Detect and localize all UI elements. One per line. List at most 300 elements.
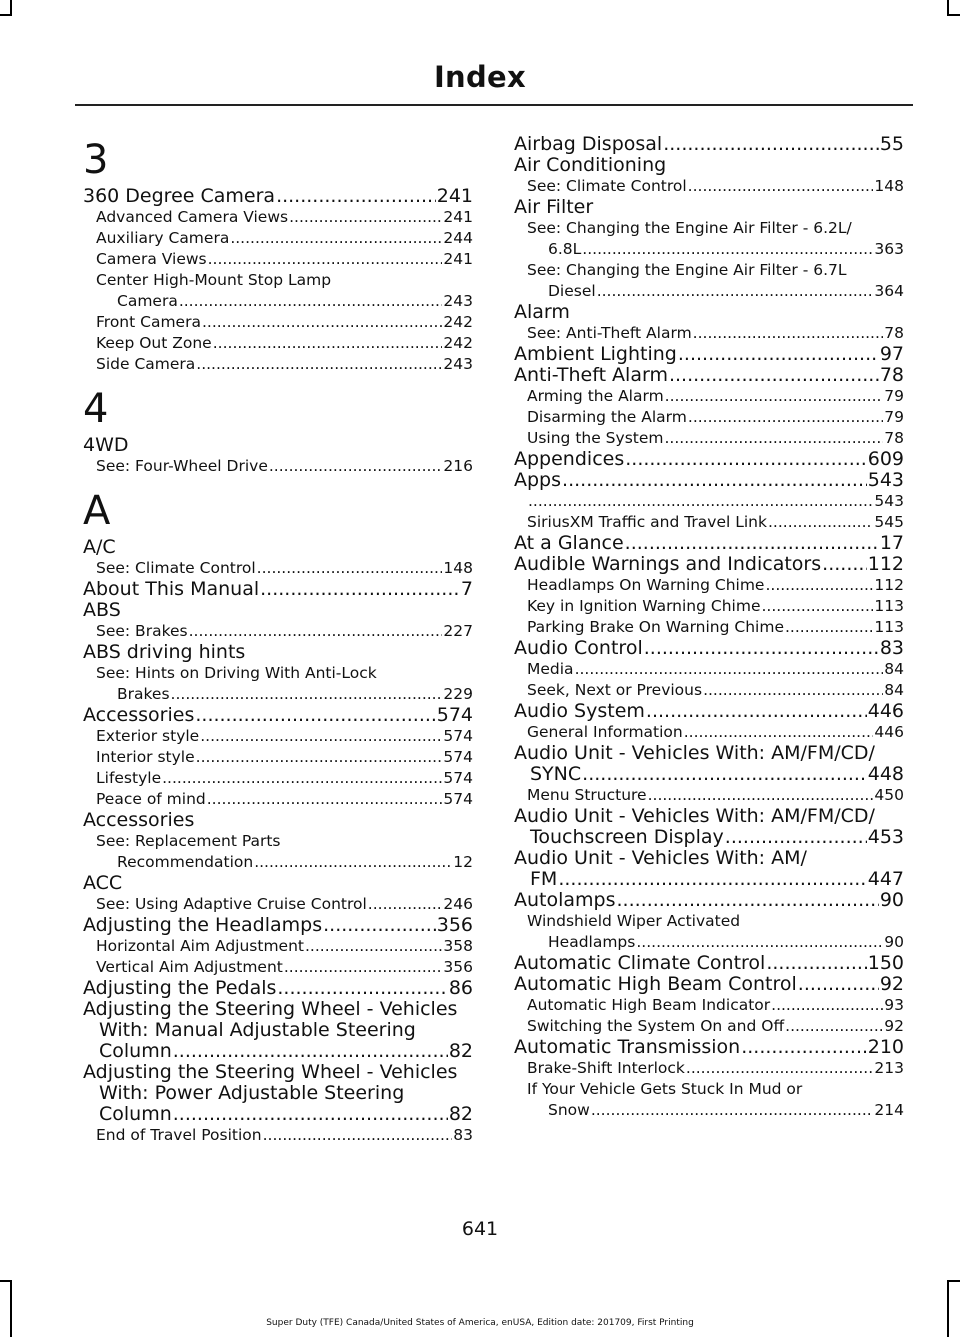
index-entry [514, 953, 904, 974]
entry-page: 84 [884, 660, 904, 678]
dot-leader [591, 1100, 874, 1121]
index-entry [514, 659, 904, 680]
index-entry [83, 249, 473, 270]
index-entry-wrapped [514, 806, 904, 848]
entry-page: 78 [879, 364, 904, 386]
entry-text-line: Adjusting the Steering Wheel - Vehicles [83, 1061, 458, 1083]
index-entry [83, 978, 473, 999]
entry-page: 92 [884, 1017, 904, 1035]
entry-text: Audio Control [514, 637, 643, 659]
entry-text: See: Four-Wheel Drive [96, 457, 268, 475]
index-entry-wrapped [83, 1062, 473, 1125]
entry-page: 609 [867, 448, 904, 470]
section-letter: 3 [83, 137, 109, 183]
dot-leader [665, 386, 884, 407]
entry-text-line: If Your Vehicle Gets Stuck In Mud or [527, 1080, 803, 1098]
entry-page: 364 [874, 282, 904, 300]
entry-text: Automatic High Beam Indicator [527, 996, 771, 1014]
index-entry [514, 827, 904, 848]
entry-text: General Information [527, 723, 683, 741]
entry-text: Adjusting the Headlamps [83, 914, 323, 936]
index-entry [83, 768, 473, 789]
dot-leader [688, 176, 874, 197]
index-entry [514, 869, 904, 890]
index-entry-wrapped [514, 743, 904, 785]
entry-text: Key in Ignition Warning Chime [527, 597, 761, 615]
dot-leader [562, 470, 867, 491]
index-entry [83, 684, 473, 705]
index-entry [514, 449, 904, 470]
entry-text-line: See: Hints on Driving With Anti-Lock [96, 664, 377, 682]
entry-text: Automatic Climate Control [514, 952, 766, 974]
entry-page: 214 [874, 1101, 904, 1119]
entry-text: Airbag Disposal [514, 133, 663, 155]
dot-leader [196, 747, 443, 768]
dot-leader [284, 957, 443, 978]
index-entry [83, 186, 473, 207]
index-entry [514, 1058, 904, 1079]
entry-text: Keep Out Zone [96, 334, 212, 352]
entry-text: Menu Structure [527, 786, 647, 804]
index-entry [83, 333, 473, 354]
entry-text: Column [99, 1040, 172, 1062]
entry-text: Apps [514, 469, 562, 491]
index-entry [514, 323, 904, 344]
entry-page: 446 [874, 723, 904, 741]
dot-leader [269, 456, 443, 477]
index-subentry-wrapped [83, 831, 473, 873]
entry-page: 83 [453, 1126, 473, 1144]
entry-page: 78 [884, 429, 904, 447]
index-entry [514, 1037, 904, 1058]
dot-leader [785, 1016, 883, 1037]
entry-page: 86 [448, 977, 473, 999]
entry-page: 448 [867, 763, 904, 785]
entry-page: 229 [443, 685, 473, 703]
entry-page: 241 [436, 185, 473, 207]
crop-mark [0, 1280, 12, 1282]
dot-leader [196, 354, 442, 375]
index-column-right [514, 134, 904, 1121]
index-entry [83, 1041, 473, 1062]
dot-leader [703, 680, 883, 701]
entry-page: 12 [453, 853, 473, 871]
entry-text-line: See: Changing the Engine Air Filter - 6.7L [527, 261, 847, 279]
index-entry [514, 365, 904, 386]
index-entry [514, 785, 904, 806]
entry-page: 242 [443, 313, 473, 331]
entry-page: 244 [443, 229, 473, 247]
index-heading: A/C [83, 536, 116, 558]
dot-leader [257, 558, 443, 579]
entry-page: 447 [867, 868, 904, 890]
index-heading: Air Conditioning [514, 154, 667, 176]
entry-text: Column [99, 1103, 172, 1125]
entry-text: Accessories [83, 704, 195, 726]
index-entry [83, 726, 473, 747]
index-subentry-wrapped [514, 218, 904, 260]
index-entry [514, 554, 904, 575]
dot-leader [664, 428, 883, 449]
entry-page: 148 [874, 177, 904, 195]
entry-text: Brake-Shift Interlock [527, 1059, 685, 1077]
entry-page: 113 [874, 618, 904, 636]
index-entry [514, 764, 904, 785]
entry-page: 246 [443, 895, 473, 913]
index-subentry-wrapped [514, 260, 904, 302]
page-number: 641 [461, 1218, 499, 1240]
entry-text: Appendices [514, 448, 625, 470]
dot-leader [277, 978, 447, 999]
entry-text: Lifestyle [96, 769, 162, 787]
dot-leader [646, 701, 867, 722]
entry-text: See: Anti-Theft Alarm [527, 324, 692, 342]
entry-page: 93 [884, 996, 904, 1014]
index-entry [514, 1016, 904, 1037]
entry-text: Recommendation [117, 853, 254, 871]
index-entry [514, 575, 904, 596]
index-entry [514, 239, 904, 260]
dot-leader [575, 659, 884, 680]
entry-page: 112 [867, 553, 904, 575]
crop-mark [947, 1280, 960, 1282]
entry-text-line: See: Changing the Engine Air Filter - 6.2L/ [527, 219, 852, 237]
index-entry [83, 456, 473, 477]
entry-page: 148 [443, 559, 473, 577]
entry-text: Arming the Alarm [527, 387, 664, 405]
index-subentry-wrapped [514, 911, 904, 953]
entry-page: 241 [443, 208, 473, 226]
entry-page: 79 [884, 387, 904, 405]
entry-text: Switching the System On and Off [527, 1017, 785, 1035]
index-entry [83, 579, 473, 600]
entry-text: Headlamps [548, 933, 636, 951]
entry-page: 363 [874, 240, 904, 258]
entry-text: End of Travel Position [96, 1126, 262, 1144]
dot-leader [189, 621, 443, 642]
entry-page: 242 [443, 334, 473, 352]
entry-page: 90 [879, 889, 904, 911]
entry-text: Side Camera [96, 355, 196, 373]
index-heading: ACC [83, 872, 123, 894]
index-heading: Air Filter [514, 196, 594, 218]
entry-page: 213 [874, 1059, 904, 1077]
dot-leader [669, 365, 879, 386]
entry-text: Automatic High Beam Control [514, 973, 797, 995]
index-entry [514, 596, 904, 617]
index-entry [83, 1104, 473, 1125]
dot-leader [684, 722, 874, 743]
header-divider [75, 104, 913, 106]
dot-leader [207, 789, 443, 810]
entry-page: 543 [874, 492, 904, 510]
entry-text-line: Audio Unit - Vehicles With: AM/FM/CD/ [514, 742, 875, 764]
dot-leader [688, 407, 883, 428]
entry-page: 92 [879, 973, 904, 995]
dot-leader [625, 533, 879, 554]
dot-leader [636, 932, 883, 953]
dot-leader [213, 333, 443, 354]
entry-text: 6.8L [548, 240, 582, 258]
dot-leader [766, 953, 866, 974]
index-entry [514, 617, 904, 638]
index-entry [514, 134, 904, 155]
entry-page: 150 [867, 952, 904, 974]
index-entry [514, 386, 904, 407]
entry-page: 7 [460, 578, 473, 600]
index-entry [83, 936, 473, 957]
dot-leader [230, 228, 442, 249]
dot-leader [254, 852, 452, 873]
dot-leader [686, 1058, 874, 1079]
entry-page: 243 [443, 355, 473, 373]
dot-leader [263, 1125, 453, 1146]
entry-text: Audio System [514, 700, 645, 722]
entry-text: Diesel [548, 282, 596, 300]
index-entry [514, 1100, 904, 1121]
index-entry [514, 533, 904, 554]
index-entry [83, 747, 473, 768]
dot-leader [648, 785, 874, 806]
dot-leader [582, 239, 873, 260]
entry-page: 545 [874, 513, 904, 531]
crop-mark [947, 1280, 949, 1337]
entry-text: Media [527, 660, 574, 678]
index-entry [83, 957, 473, 978]
dot-leader [202, 312, 442, 333]
index-entry [83, 705, 473, 726]
entry-text-line: Audio Unit - Vehicles With: AM/ [514, 847, 807, 869]
dot-leader [179, 291, 443, 312]
entry-text: Vertical Aim Adjustment [96, 958, 283, 976]
entry-page: 79 [884, 408, 904, 426]
entry-page: 112 [874, 576, 904, 594]
index-entry [83, 228, 473, 249]
entry-text: At a Glance [514, 532, 624, 554]
dot-leader [725, 827, 867, 848]
entry-text: Automatic Transmission [514, 1036, 741, 1058]
dot-leader [741, 1037, 867, 1058]
index-entry [83, 1125, 473, 1146]
entry-text-line: See: Replacement Parts [96, 832, 281, 850]
entry-text: 360 Degree Camera [83, 185, 276, 207]
index-subentry-wrapped [514, 1079, 904, 1121]
entry-text: Exterior style [96, 727, 200, 745]
index-heading: 4WD [83, 434, 129, 456]
index-heading: Accessories [83, 809, 195, 831]
entry-page: 574 [443, 790, 473, 808]
entry-page: 574 [443, 727, 473, 745]
entry-text: See: Using Adaptive Cruise Control [96, 895, 367, 913]
section-letter: A [83, 488, 111, 534]
dot-leader [771, 995, 883, 1016]
dot-leader [798, 974, 879, 995]
dot-leader [323, 915, 436, 936]
index-entry [83, 789, 473, 810]
dot-leader [260, 579, 460, 600]
entry-page: 543 [867, 469, 904, 491]
index-column-left [83, 134, 473, 1146]
index-entry [83, 915, 473, 936]
index-entry-wrapped [514, 848, 904, 890]
entry-text: Parking Brake On Warning Chime [527, 618, 784, 636]
entry-page: 216 [443, 457, 473, 475]
index-entry [83, 312, 473, 333]
entry-text: SYNC [530, 763, 582, 785]
index-entry [83, 291, 473, 312]
index-entry [514, 722, 904, 743]
entry-page: 84 [884, 681, 904, 699]
entry-text: Front Camera [96, 313, 201, 331]
dot-leader [761, 596, 873, 617]
dot-leader [663, 134, 879, 155]
index-entry [514, 281, 904, 302]
footer-edition-note: Super Duty (TFE) Canada/United States of America, enUSA, Edition date: 201709, First Printing [266, 1318, 694, 1328]
entry-text-line: With: Manual Adjustable Steering [99, 1019, 416, 1041]
entry-page: 90 [884, 933, 904, 951]
entry-page: 227 [443, 622, 473, 640]
index-entry [514, 995, 904, 1016]
index-entry [514, 890, 904, 911]
dot-leader [625, 449, 867, 470]
dot-leader [208, 249, 443, 270]
dot-leader [289, 207, 442, 228]
index-entry [514, 407, 904, 428]
dot-leader [162, 768, 442, 789]
entry-text: Peace of mind [96, 790, 206, 808]
entry-text: SiriusXM Traffic and Travel Link [527, 513, 767, 531]
dot-leader [768, 512, 873, 533]
entry-page: 243 [443, 292, 473, 310]
index-subentry-wrapped [83, 663, 473, 705]
entry-text-line: Audio Unit - Vehicles With: AM/FM/CD/ [514, 805, 875, 827]
entry-text: Camera Views [96, 250, 207, 268]
entry-text: FM [530, 868, 558, 890]
entry-page: 453 [867, 826, 904, 848]
entry-page: 574 [443, 769, 473, 787]
entry-text-line: Windshield Wiper Activated [527, 912, 741, 930]
dot-leader [195, 705, 435, 726]
entry-page: 356 [436, 914, 473, 936]
entry-text: Anti-Theft Alarm [514, 364, 668, 386]
entry-text: Disarming the Alarm [527, 408, 687, 426]
entry-text: Seek, Next or Previous [527, 681, 703, 699]
index-entry [514, 512, 904, 533]
page-title: Index [433, 60, 527, 94]
entry-text: Using the System [527, 429, 664, 447]
entry-page: 55 [879, 133, 904, 155]
index-entry [514, 638, 904, 659]
index-entry [514, 428, 904, 449]
entry-page: 356 [443, 958, 473, 976]
entry-page: 17 [879, 532, 904, 554]
entry-text-line: Center High-Mount Stop Lamp [96, 271, 332, 289]
entry-page: 574 [443, 748, 473, 766]
entry-page: 241 [443, 250, 473, 268]
entry-text-line: With: Power Adjustable Steering [99, 1082, 405, 1104]
entry-page: 574 [436, 704, 473, 726]
dot-leader [617, 890, 879, 911]
dot-leader [173, 1104, 448, 1125]
dot-leader [368, 894, 443, 915]
entry-page: 83 [879, 637, 904, 659]
index-entry [514, 701, 904, 722]
entry-page: 113 [874, 597, 904, 615]
index-subentry-wrapped [83, 270, 473, 312]
index-entry [83, 207, 473, 228]
entry-text: See: Brakes [96, 622, 188, 640]
index-entry [514, 491, 904, 512]
dot-leader [678, 344, 879, 365]
entry-page: 97 [879, 343, 904, 365]
index-entry [514, 974, 904, 995]
entry-text: Interior style [96, 748, 195, 766]
dot-leader [171, 684, 443, 705]
index-entry [83, 852, 473, 873]
index-heading: ABS driving hints [83, 641, 246, 663]
entry-page: 82 [448, 1040, 473, 1062]
index-entry [514, 932, 904, 953]
page-header [0, 0, 960, 110]
dot-leader [765, 575, 873, 596]
index-entry [83, 354, 473, 375]
index-entry [514, 680, 904, 701]
dot-leader [173, 1041, 448, 1062]
entry-page: 358 [443, 937, 473, 955]
index-entry [83, 621, 473, 642]
index-entry [514, 470, 904, 491]
index-heading: Alarm [514, 301, 570, 323]
index-entry [83, 894, 473, 915]
entry-text-line: Adjusting the Steering Wheel - Vehicles [83, 998, 458, 1020]
dot-leader [693, 323, 884, 344]
index-heading: ABS [83, 599, 121, 621]
dot-leader [582, 764, 867, 785]
entry-text: See: Climate Control [96, 559, 256, 577]
crop-mark [10, 1280, 12, 1337]
index-entry-wrapped [83, 999, 473, 1062]
dot-leader [822, 554, 867, 575]
dot-leader [785, 617, 873, 638]
dot-leader [528, 491, 873, 512]
entry-page: 446 [867, 700, 904, 722]
index-entry [83, 558, 473, 579]
dot-leader [644, 638, 879, 659]
dot-leader [597, 281, 874, 302]
entry-page: 82 [448, 1103, 473, 1125]
entry-text: Audible Warnings and Indicators [514, 553, 822, 575]
entry-text: Touchscreen Display [530, 826, 724, 848]
entry-text: Snow [548, 1101, 590, 1119]
entry-page: 78 [884, 324, 904, 342]
entry-page: 450 [874, 786, 904, 804]
index-entry [514, 176, 904, 197]
entry-text: Brakes [117, 685, 170, 703]
section-letter: 4 [83, 386, 109, 432]
dot-leader [558, 869, 866, 890]
dot-leader [200, 726, 442, 747]
entry-text: Horizontal Aim Adjustment [96, 937, 304, 955]
dot-leader [305, 936, 442, 957]
dot-leader [276, 186, 436, 207]
entry-text: Auxiliary Camera [96, 229, 230, 247]
entry-text: Headlamps On Warning Chime [527, 576, 765, 594]
entry-text: Ambient Lighting [514, 343, 677, 365]
entry-text: Autolamps [514, 889, 616, 911]
entry-text: Advanced Camera Views [96, 208, 289, 226]
entry-text: About This Manual [83, 578, 260, 600]
entry-page: 210 [867, 1036, 904, 1058]
